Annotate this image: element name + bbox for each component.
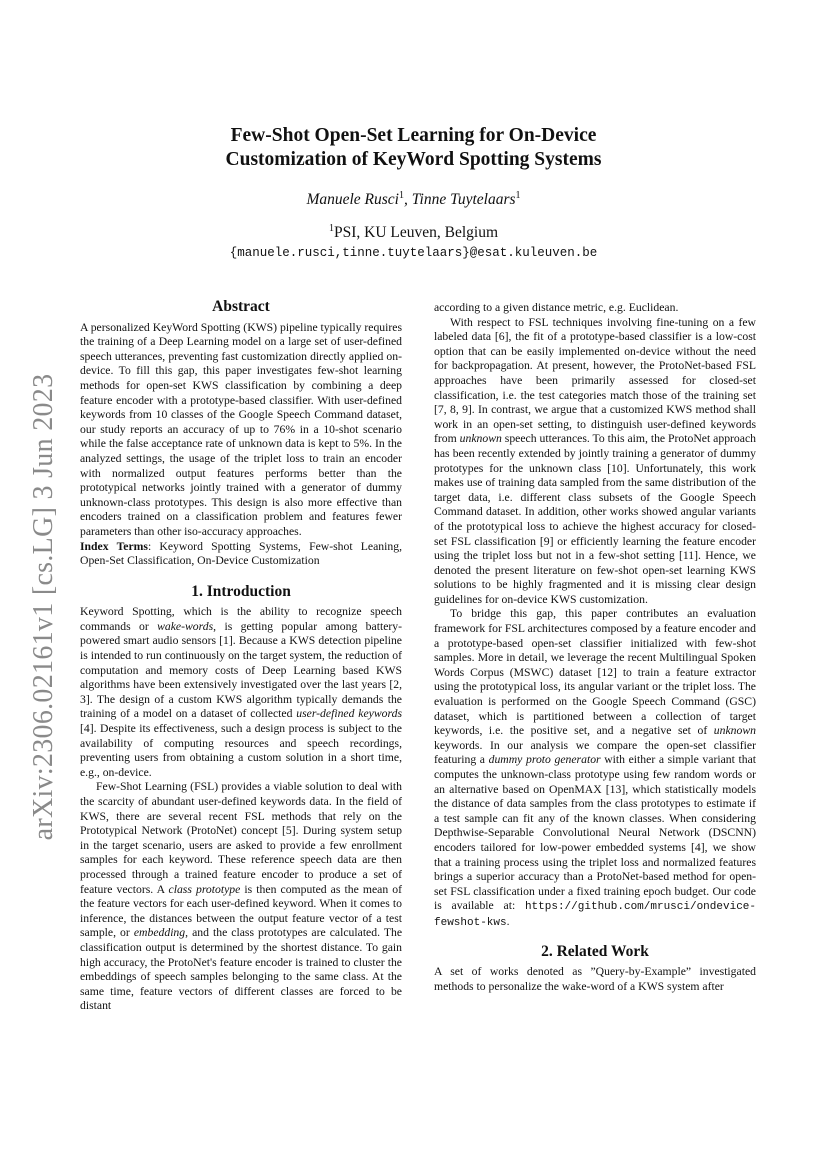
author-2: Tinne Tuytelaars [411,191,516,209]
related-work-heading: 2. Related Work [541,942,649,960]
author-1-affil-mark: 1 [399,190,404,201]
title-line-2: Customization of KeyWord Spotting Systems [225,149,602,170]
intro-continuation: according to a given distance metric, e.g. Euclidean. [434,301,679,314]
intro-paragraph-1: Keyword Spotting, which is the ability to recognize speech commands or wake-words, is getting popular among battery-powered smart audio sensors [1]. Because a KWS detection pipeline is intended to run continuously on the target system, the reduction of computation and memory costs of Deep Learning based KWS algorithms have been extensively investigated over the last years [2, 3]. The design of a custom KWS algorithm typically demands the training of a model on a dataset of collected user-defined keywords [4]. Despite its effectiveness, such a design process is subject to the availability of computing resources and speech recordings, preventing users from obtaining a custom solution in a short time, e.g., on-device. [80,605,403,779]
affiliation-mark: 1 [328,223,334,234]
author-1: Manuele Rusci [306,191,399,209]
affiliation-text: PSI, KU Leuven, Belgium [333,224,499,242]
author-list: Manuele Rusci$^1$, Tinne Tuytelaars$^1$ [306,190,521,209]
affiliation [0,223,827,242]
arxiv-identifier-text: arXiv:2306.02161v1 [cs.LG] 3 Jun 2023 [28,373,59,841]
abstract-heading: Abstract [212,298,270,315]
related-work-paragraph-1: A set of works denoted as ”Query-by-Example” investigated methods to personalize the wake-word of a KWS system after [434,965,756,993]
introduction-heading: 1. Introduction [191,582,291,600]
abstract-paragraph: A personalized KeyWord Spotting (KWS) pipeline typically requires the training of a Deep Learning model on a large set of user-defined speech utterances, preventing fast customization directly applied on-device. To fill this gap, this paper investigates few-shot learning methods for open-set KWS classification by combining a deep feature encoder with a prototype-based classifier. With user-defined keywords from 10 classes of the Google Speech Command dataset, our study reports an accuracy of up to 76% in a 10-shot scenario while the false acceptance rate of unknown data is kept to 5%. In the analyzed settings, the usage of the triplet loss to train an encoder with normalized output features performs better than the prototypical networks jointly trained with a generator of dummy unknown-class prototypes. This design is also more effective than encoders trained on a classification problem and features fewer parameters than other iso-accuracy approaches. [80,320,403,538]
index-terms-text: : Keyword Spotting Systems, Few-shot Leaning, Open-Set Classification, On-Device Customization [80,539,402,568]
paper-title [0,124,827,172]
intro-paragraph-2: Few-Shot Learning (FSL) provides a viable solution to deal with the scarcity of abundant user-defined keywords data. In the field of KWS, there are several recent FSL methods that rely on the Prototypical Network (ProtoNet) concept [5]. During system setup in the target scenario, users are asked to provide a few enrollment samples for each keyword. These reference speech data are then processed through a trained feature encoder to produce a set of feature vectors. A class prototype is then computed as the mean of the feature vectors for each user-defined keyword. When it comes to inference, the distances between the output feature vector of a test sample, or embedding, and the class prototypes are calculated. The classification output is determined by the shortest distance. To gain high accuracy, the ProtoNet's feature encoder is trained to cluster the embeddings of speech samples belonging to the same class. At the same time, feature vectors of different classes are forced to be distant [80,780,403,1013]
index-terms [80,540,402,569]
author-email: {manuele.rusci,tinne.tuytelaars}@esat.kuleuven.be [229,246,598,260]
intro-paragraph-3: With respect to FSL techniques involving fine-tuning on a few labeled data [6], the fit of a prototype-based classifier is a low-cost option that can be easily implemented on-device without the need for backpropagation. At present, however, the ProtoNet-based FSL approaches have been primarily assessed for closed-set classification, i.e. the test categories match those of the training set [7, 8, 9]. In contrast, we argue that a customized KWS method shall work in an open-set setting, to distinguish user-defined keywords from unknown speech utterances. To this aim, the ProtoNet approach has been recently extended by jointly training a generator of dummy prototypes for the unknown class [10]. Unfortunately, this work makes use of training data sampled from the same distribution of the target data, i.e. different class subsets of the Google Speech Command dataset. In addition, other works showed angular variants of the prototypical loss to achieve the highest accuracy for closed-set FSL classification [9] or efficiently learning the feature encoder using the triplet loss but not in a few-shot setting [11]. Hence, we denoted the present literature on few-shot open-set learning KWS solutions to be highly fragmented and it is missing clear design guidelines for on-device KWS customization. [434,315,756,606]
title-line-1: Few-Shot Open-Set Learning for On-Device [230,125,597,146]
intro-paragraph-4: To bridge this gap, this paper contributes an evaluation framework for FSL architectures composed by a feature encoder and a prototype-based open-set classifier initialized with few-shot samples. More in detail, we leverage the recent Multilingual Spoken Words Corpus (MSWC) dataset [12] to train a feature extractor using the prototypical loss, its angular variant or the triplet loss. The evaluation is performed on the Google Speech Command (GSC) dataset, which is partitioned between a collection of target keywords, i.e. the positive set, and a negative set of unknown keywords. In our analysis we compare the open-set classifier featuring a dummy proto generator with either a simple variant that computes the unknown-class prototype using few random words or an alternative based on OpenMAX [13], which statistically models the distance of data samples from the class prototypes to estimate if a test sample can fit any of the known classes. When considering Depthwise-Separable Convolutional Neural Network (DSCNN) encoders tailored for low-power embedded systems [4], we show that a training process using the triplet loss and normalized features brings a superior accuracy than a ProtoNet-based method for open-set FSL classification under a fixed training epoch budget. Our code is available at: https://github.com/mrusci/ondevice-fewshot-kws. [434,607,756,929]
left-column [80,300,402,1014]
index-terms-label: Index Terms [80,539,148,553]
right-column [434,301,756,994]
code-repository-link[interactable]: https://github.com/mrusci/ondevice-fewshot-kws [434,901,756,929]
arxiv-identifier-stamp [24,372,64,842]
author-2-affil-mark: 1 [515,190,521,201]
